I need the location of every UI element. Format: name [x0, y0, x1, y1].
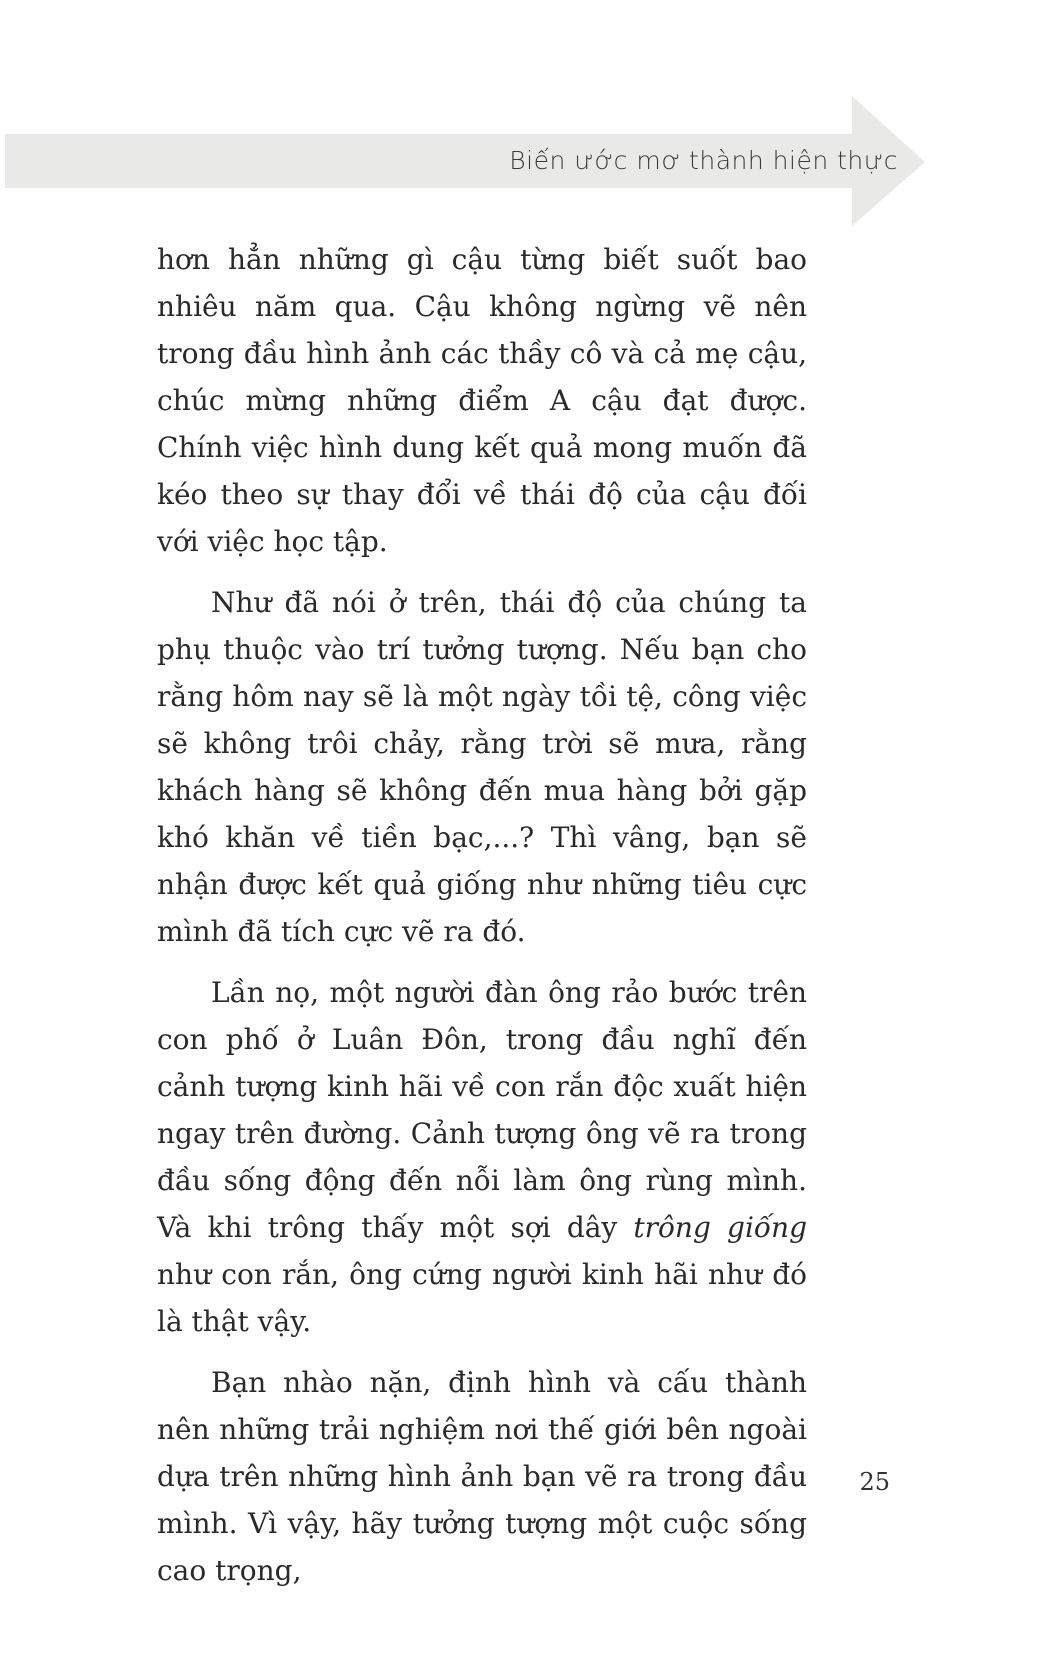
page-body [157, 236, 807, 1608]
paragraph-1: hơn hẳn những gì cậu từng biết suốt bao nhiêu năm qua. Cậu không ngừng vẽ nên trong đầu hình ảnh các thầy cô và cả mẹ cậu, chúc mừng những điểm A cậu đạt được. Chính việc hình dung kết quả mong muốn đã kéo theo sự thay đổi về thái độ của cậu đối với việc học tập. [157, 243, 807, 558]
paragraph-2: Như đã nói ở trên, thái độ của chúng ta phụ thuộc vào trí tưởng tượng. Nếu bạn cho rằng hôm nay sẽ là một ngày tồi tệ, công việc sẽ không trôi chảy, rằng trời sẽ mưa, rằng khách hàng sẽ không đến mua hàng bởi gặp khó khăn về tiền bạc,...? Thì vâng, bạn sẽ nhận được kết quả giống như những tiêu cực mình đã tích cực vẽ ra đó. [157, 586, 807, 948]
paragraph-3-italic-phrase: trông giống [633, 1211, 807, 1244]
running-title: Biến ước mơ thành hiện thực [509, 146, 898, 175]
paragraph-3-text-end: như con rắn, ông cứng người kinh hãi như đó là thật vậy. [157, 1258, 807, 1338]
paragraph-3-text-start: Lần nọ, một người đàn ông rảo bước trên con phố ở Luân Đôn, trong đầu nghĩ đến cảnh tượng kinh hãi về con rắn độc xuất hiện ngay trên đường. Cảnh tượng ông vẽ ra trong đầu sống động đến nỗi làm ông rùng mình. Và khi trông thấy một sợi dây [157, 976, 807, 1244]
page-number: 25 [859, 1468, 890, 1496]
paragraph-3 [157, 969, 807, 1345]
paragraph-4: Bạn nhào nặn, định hình và cấu thành nên những trải nghiệm nơi thế giới bên ngoài dựa trên những hình ảnh bạn vẽ ra trong đầu mình. Vì vậy, hãy tưởng tượng một cuộc sống cao trọng, [157, 1366, 807, 1587]
